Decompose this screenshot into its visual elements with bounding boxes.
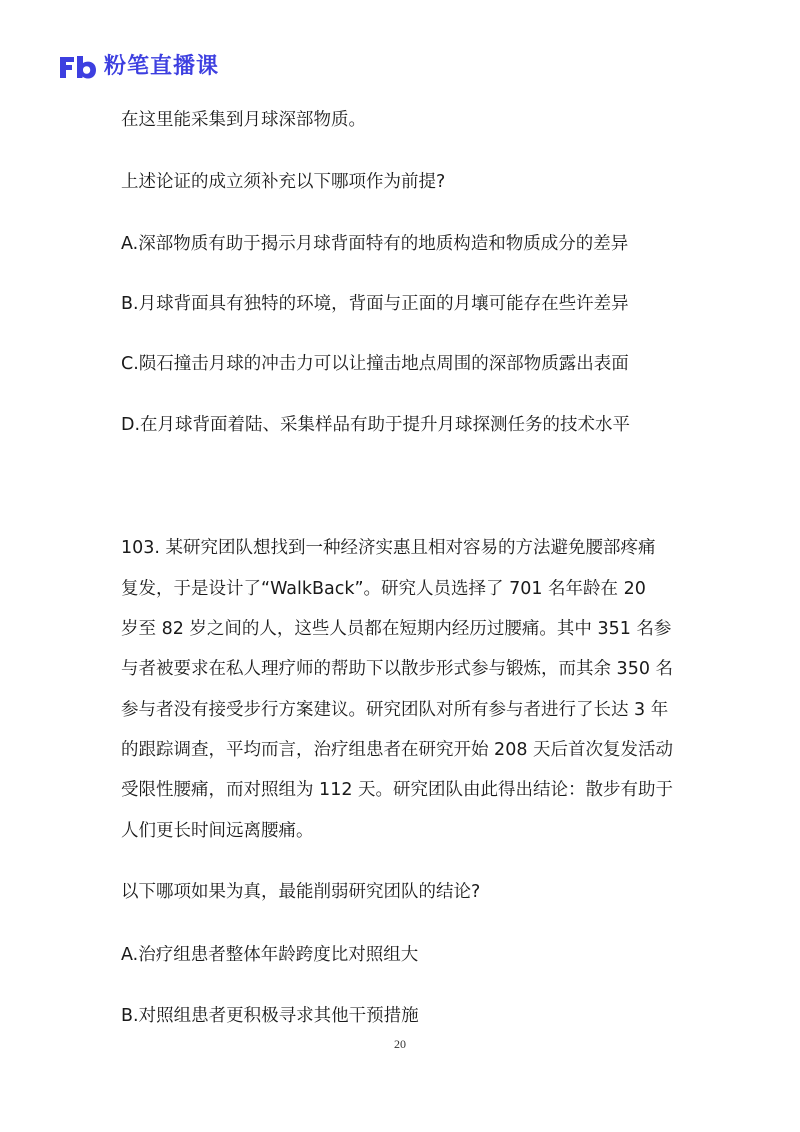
question-103-text: 复发，于是设计了“WalkBack”。研究人员选择了 701 名年龄在 20: [121, 579, 646, 599]
option-a: A.深部物质有助于揭示月球背面特有的地质构造和物质成分的差异: [121, 234, 629, 254]
option-c: C.陨石撞击月球的冲击力可以让撞击地点周围的深部物质露出表面: [121, 354, 629, 374]
question-103-text: 人们更长时间远离腰痛。: [121, 821, 314, 841]
question-103-text: 参与者没有接受步行方案建议。研究团队对所有参与者进行了长达 3 年: [121, 700, 669, 720]
question-103-text: 103. 某研究团队想找到一种经济实惠且相对容易的方法避免腰部疼痛: [121, 538, 656, 558]
question-prompt: 以下哪项如果为真，最能削弱研究团队的结论?: [121, 882, 481, 902]
question-103-text: 的跟踪调查，平均而言，治疗组患者在研究开始 208 天后首次复发活动: [121, 740, 674, 760]
question-103-text: 岁至 82 岁之间的人，这些人员都在短期内经历过腰痛。其中 351 名参: [121, 619, 672, 639]
brand-logo: [58, 52, 219, 82]
option-d: D.在月球背面着陆、采集样品有助于提升月球探测任务的技术水平: [121, 415, 631, 435]
logo-text: 粉笔直播课: [104, 54, 220, 79]
option-b: B.月球背面具有独特的环境，背面与正面的月壤可能存在些许差异: [121, 294, 629, 314]
question-prompt: 上述论证的成立须补充以下哪项作为前提?: [121, 172, 446, 192]
question-103-text: 受限性腰痛，而对照组为 112 天。研究团队由此得出结论：散步有助于: [121, 780, 674, 800]
option-a: A.治疗组患者整体年龄跨度比对照组大: [121, 945, 419, 965]
fb-logo-mark-icon: [58, 54, 98, 80]
question-103-text: 与者被要求在私人理疗师的帮助下以散步形式参与锻炼，而其余 350 名: [121, 659, 674, 679]
page-number: 20: [394, 1037, 406, 1051]
text-line: 在这里能采集到月球深部物质。: [121, 110, 366, 130]
option-b: B.对照组患者更积极寻求其他干预措施: [121, 1006, 419, 1026]
